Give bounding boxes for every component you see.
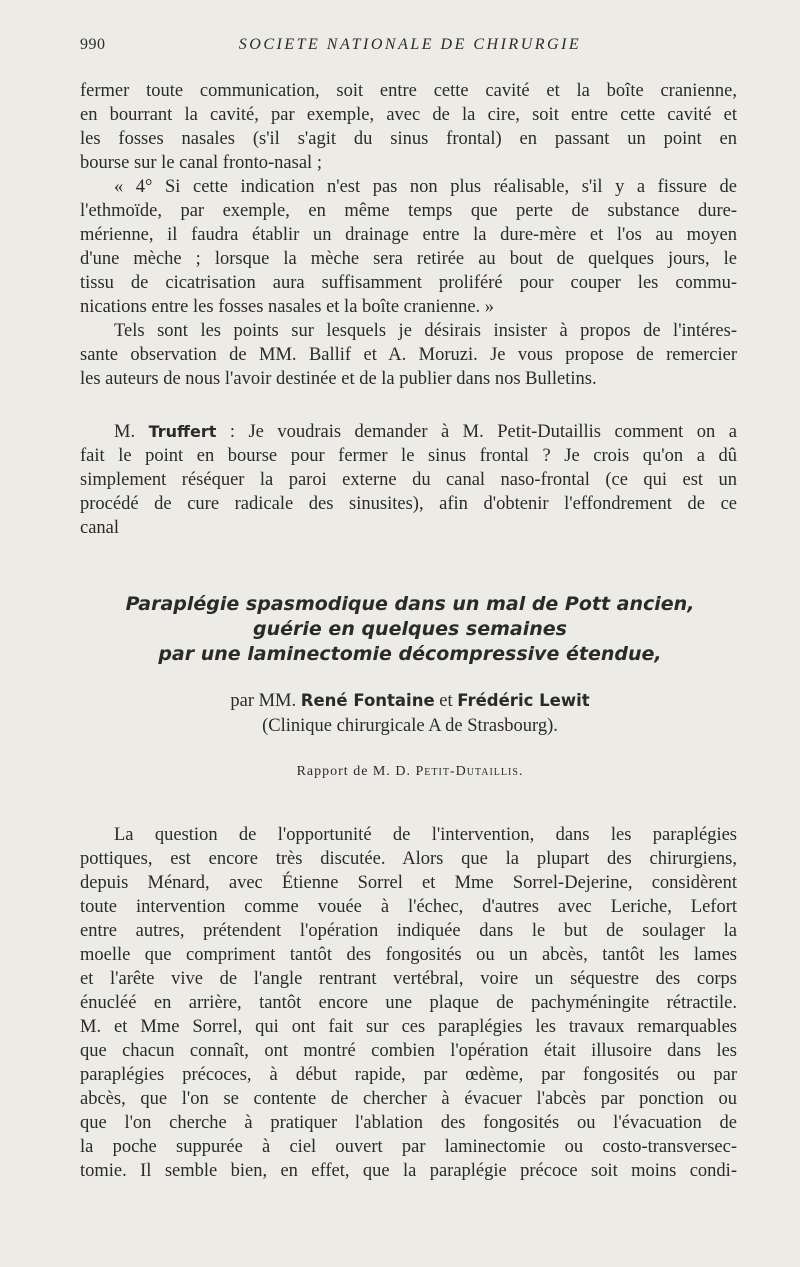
text-line: M. et Mme Sorrel, qui ont fait sur ces paraplégies les travaux remarquables [80,1017,737,1037]
text-line: pottiques, est encore très discutée. Alors que la plupart des chirurgiens, [80,849,737,869]
speaker-prefix: M. [114,422,149,442]
text-line: fait le point en bourse pour fermer le sinus frontal ? Je crois qu'on a dû [80,446,737,466]
text-line: fermer toute communication, soit entre cette cavité et la boîte cranienne, [80,81,737,101]
affiliation: (Clinique chirurgicale A de Strasbourg). [262,716,558,736]
text-line: procédé de cure radicale des sinusites), afin d'obtenir l'effondrement de ce [80,494,737,514]
text-line: tissu de cicatrisation aura suffisamment proliféré pour couper les commu- [80,273,737,293]
text-line: entre autres, prétendent l'opération indiquée dans le but de soulager la [80,921,737,941]
text-line: « 4° Si cette indication n'est pas non plus réalisable, s'il y a fissure de [114,177,737,197]
text-line: tomie. Il semble bien, en effet, que la paraplégie précoce soit moins condi- [80,1161,737,1181]
text-fragment: : Je voudrais demander à M. Petit-Dutaillis comment on a [216,422,737,442]
text-line: bourse sur le canal fronto-nasal ; [80,153,322,173]
text-line: La question de l'opportunité de l'intervention, dans les paraplégies [114,825,737,845]
text-line: et l'arête vive de l'angle rentrant vertébral, voire un séquestre des corps [80,969,737,989]
discussion-paragraph [80,420,737,540]
text-line: Tels sont les points sur lesquels je désirais insister à propos de l'intéres- [114,321,737,341]
speaker-name: Truffert [148,422,217,441]
text-line: canal [80,518,120,538]
text-line: moelle que compriment tantôt des fongosités ou un abcès, tantôt les lames [80,945,737,965]
text-line: les auteurs de nous l'avoir destinée et de la publier dans nos Bulletins. [80,369,597,389]
text-line: que chacun connaît, ont montré combien l'opération était illusoire dans les [80,1041,737,1061]
text-line: en bourrant la cavité, par exemple, avec de la cire, soit entre cette cavité et [80,105,737,125]
running-title: SOCIETE NATIONALE DE CHIRURGIE [238,36,582,53]
byline-prefix: par MM. [230,691,301,711]
page-number: 990 [80,36,106,53]
text-line: l'ethmoïde, par exemple, en même temps que perte de substance dure- [80,201,737,221]
text-line: depuis Ménard, avec Étienne Sorrel et Mme Sorrel-Dejerine, considèrent [80,873,737,893]
text-line: simplement réséquer la paroi externe du canal naso-frontal (ce qui est un [80,470,737,490]
report-prefix: Rapport de M. D. [296,764,416,779]
byline [0,688,800,739]
intro-paragraphs [80,79,737,391]
title-line: Paraplégie spasmodique dans un mal de Pott ancien, [125,593,695,615]
author-name: Frédéric Lewit [457,691,590,710]
byline-conjunction: et [434,691,458,711]
text-line: que l'on cherche à pratiquer l'ablation des fongosités ou l'évacuation de [80,1113,737,1133]
text-line: paraplégies précoces, à début rapide, par œdème, par fongosités ou par [80,1065,737,1085]
text-line: sante observation de MM. Ballif et A. Moruzi. Je vous propose de remercier [80,345,737,365]
text-line: nications entre les fosses nasales et la boîte cranienne. » [80,297,495,317]
title-line: guérie en quelques semaines [253,618,567,640]
author-name: René Fontaine [300,691,435,710]
text-line: énucléé en arrière, tantôt encore une plaque de pachyméningite rétractile. [80,993,737,1013]
text-line: abcès, que l'on se contente de chercher à évacuer l'abcès par ponction ou [80,1089,737,1109]
report-line [0,764,800,780]
title-line: par une laminectomie décompressive étendue, [158,643,662,665]
authors-line [0,688,800,714]
text-line: toute intervention comme vouée à l'échec, d'autres avec Leriche, Lefort [80,897,737,917]
text-line: d'une mèche ; lorsque la mèche sera retirée au bout de quelques jours, le [80,249,737,269]
article-title [0,592,800,667]
article-body [80,823,737,1183]
reporter-name: Petit-Dutaillis. [415,764,524,779]
text-line [80,420,737,444]
text-line: la poche suppurée à ciel ouvert par laminectomie ou costo-transversec- [80,1137,737,1157]
page-header [0,36,800,58]
text-line: les fosses nasales (s'il s'agit du sinus frontal) en passant un point en [80,129,737,149]
text-line: mérienne, il faudra établir un drainage entre la dure-mère et l'os au moyen [80,225,737,245]
